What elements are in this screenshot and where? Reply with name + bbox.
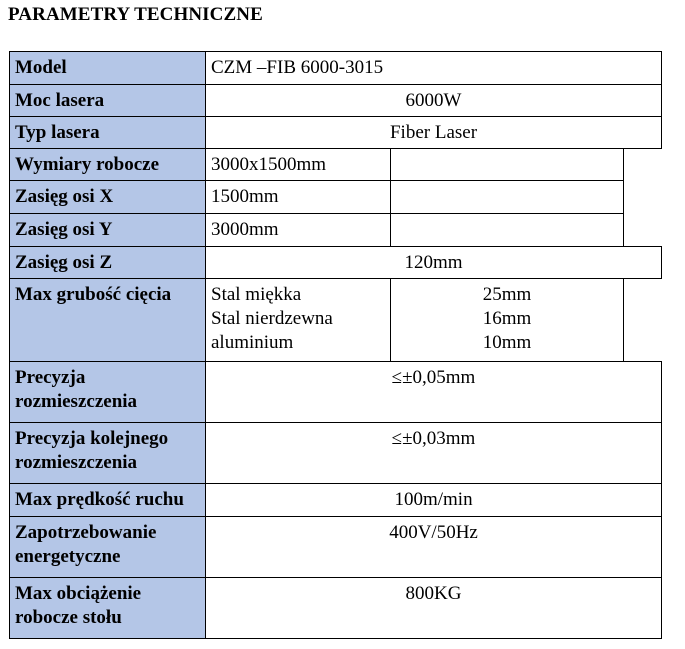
thickness-item: 25mm bbox=[482, 284, 532, 305]
table-row bbox=[10, 362, 662, 423]
row-label: Moc lasera bbox=[10, 85, 206, 117]
row-label: Max prędkość ruchu bbox=[10, 484, 206, 517]
table-row bbox=[10, 517, 662, 578]
label-line: rozmieszczenia bbox=[15, 391, 138, 412]
empty-cell bbox=[624, 279, 662, 362]
table-row bbox=[10, 85, 662, 117]
row-value: 120mm bbox=[206, 247, 662, 279]
empty-cell bbox=[391, 181, 624, 214]
material-item: aluminium bbox=[211, 332, 294, 353]
table-row bbox=[10, 52, 662, 85]
empty-cell bbox=[391, 214, 624, 247]
row-label: Zasięg osi Z bbox=[10, 247, 206, 279]
table-row bbox=[10, 117, 662, 149]
label-line: Precyzja kolejnego bbox=[15, 428, 169, 449]
row-label: Model bbox=[10, 52, 206, 85]
material-list bbox=[206, 279, 391, 362]
row-label bbox=[10, 362, 206, 423]
row-value: 3000mm bbox=[206, 214, 391, 247]
table-row bbox=[10, 484, 662, 517]
label-line: energetyczne bbox=[15, 546, 121, 567]
label-line: Precyzja bbox=[15, 367, 86, 388]
material-item: Stal nierdzewna bbox=[211, 308, 333, 329]
page-title: PARAMETRY TECHNICZNE bbox=[8, 4, 263, 25]
table-row bbox=[10, 149, 662, 181]
material-item: Stal miękka bbox=[211, 284, 302, 305]
row-label bbox=[10, 578, 206, 639]
table-row bbox=[10, 423, 662, 484]
label-line: rozmieszczenia bbox=[15, 452, 138, 473]
table-row bbox=[10, 279, 662, 362]
row-value: CZM –FIB 6000-3015 bbox=[206, 52, 662, 85]
row-label: Typ lasera bbox=[10, 117, 206, 149]
table-row bbox=[10, 181, 662, 214]
row-value: Fiber Laser bbox=[206, 117, 662, 149]
row-label: Max grubość cięcia bbox=[10, 279, 206, 362]
empty-cell bbox=[391, 149, 624, 181]
table-row bbox=[10, 214, 662, 247]
thickness-list bbox=[391, 279, 624, 362]
row-label: Zasięg osi X bbox=[10, 181, 206, 214]
spec-table bbox=[9, 51, 662, 639]
row-value: 1500mm bbox=[206, 181, 391, 214]
row-value: ≤±0,03mm bbox=[206, 423, 662, 484]
row-label: Wymiary robocze bbox=[10, 149, 206, 181]
row-label bbox=[10, 423, 206, 484]
table-row bbox=[10, 578, 662, 639]
row-label: Zasięg osi Y bbox=[10, 214, 206, 247]
row-value: 800KG bbox=[206, 578, 662, 639]
row-label bbox=[10, 517, 206, 578]
empty-cell bbox=[624, 149, 662, 181]
row-value: 3000x1500mm bbox=[206, 149, 391, 181]
row-value: ≤±0,05mm bbox=[206, 362, 662, 423]
empty-cell bbox=[624, 181, 662, 214]
row-value: 100m/min bbox=[206, 484, 662, 517]
empty-cell bbox=[624, 214, 662, 247]
row-value: 400V/50Hz bbox=[206, 517, 662, 578]
label-line: Zapotrzebowanie bbox=[15, 522, 157, 543]
table-row bbox=[10, 247, 662, 279]
thickness-item: 10mm bbox=[482, 332, 532, 353]
row-value: 6000W bbox=[206, 85, 662, 117]
label-line: robocze stołu bbox=[15, 607, 122, 628]
thickness-item: 16mm bbox=[482, 308, 532, 329]
label-line: Max obciążenie bbox=[15, 583, 142, 604]
